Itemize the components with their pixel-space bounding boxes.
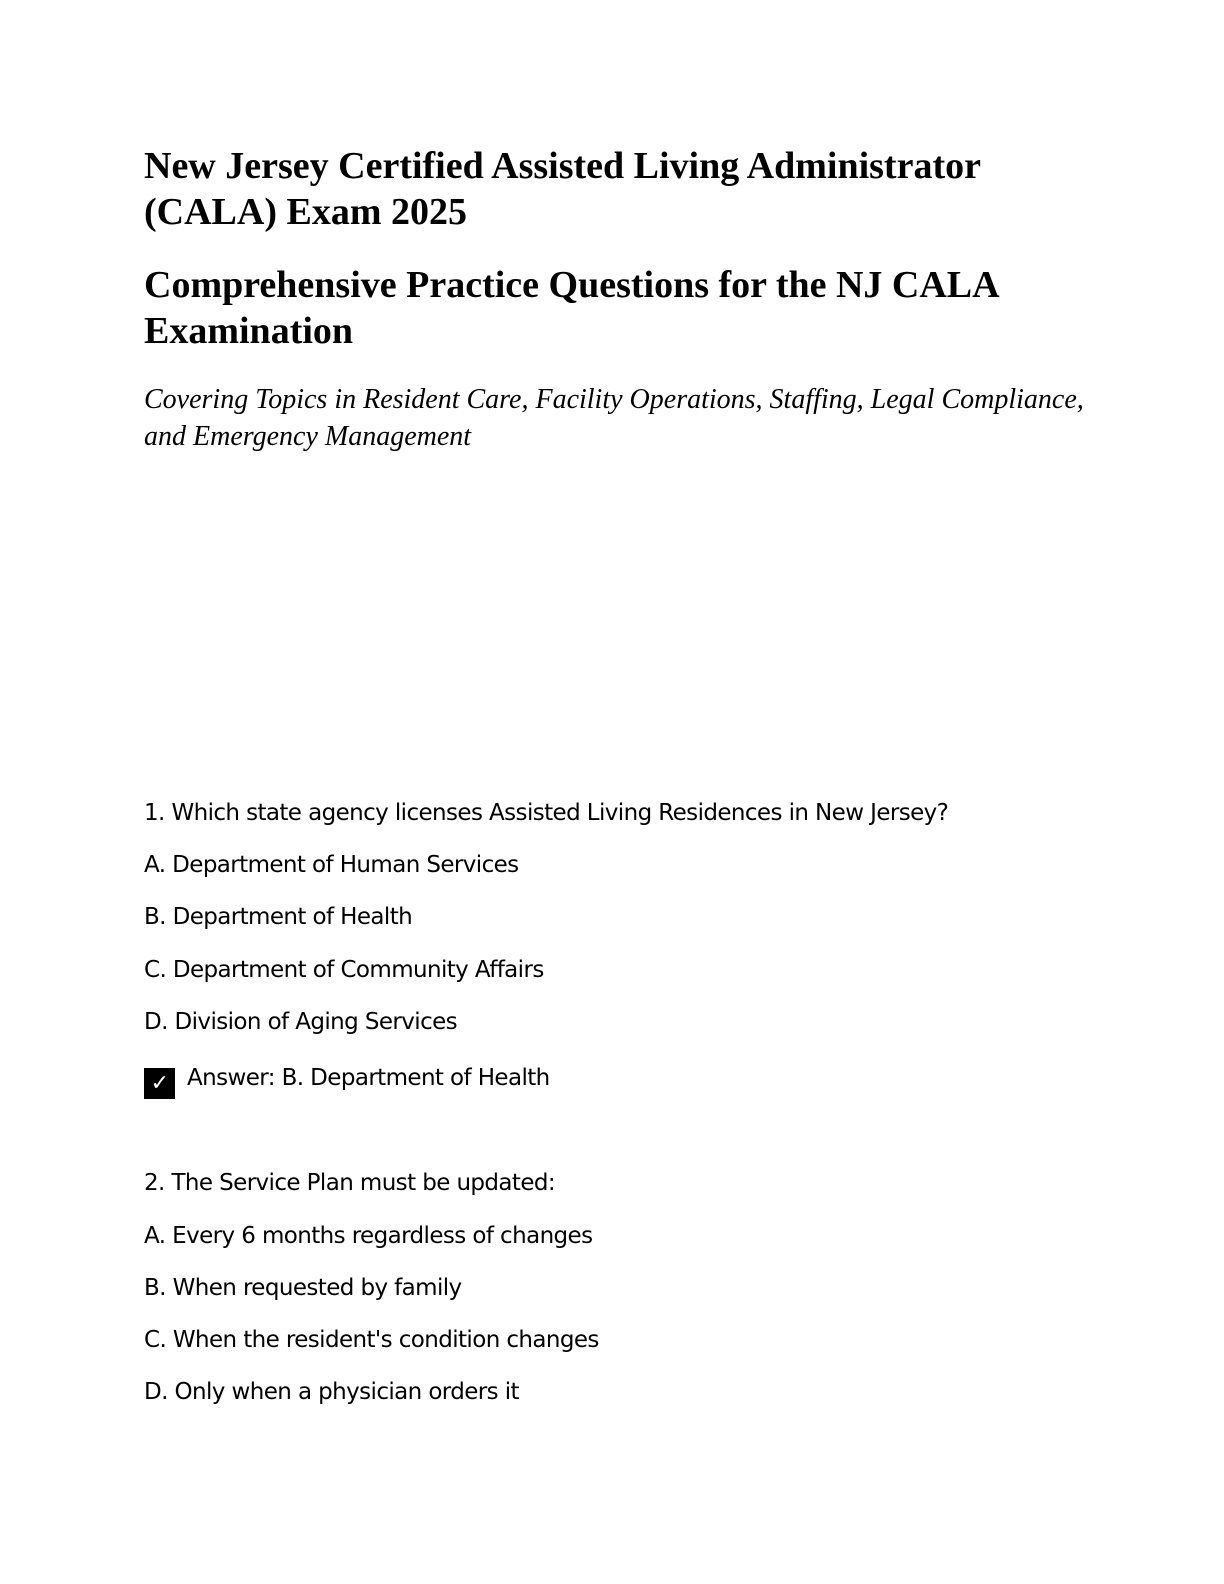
document-subtitle: Comprehensive Practice Questions for the NJ CALA Examination <box>144 264 998 352</box>
question-1: 1. Which state agency licenses Assisted Living Residences in New Jersey? <box>144 800 949 826</box>
answer-text: Answer: B. Department of Health <box>187 1065 550 1091</box>
question-2-option-d: D. Only when a physician orders it <box>144 1379 519 1405</box>
question-2-option-a: A. Every 6 months regardless of changes <box>144 1223 593 1249</box>
question-2-option-b: B. When requested by family <box>144 1275 462 1301</box>
question-1-option-d: D. Division of Aging Services <box>144 1009 458 1035</box>
check-mark-icon: ✓ <box>144 1068 175 1099</box>
document-title: New Jersey Certified Assisted Living Administrator (CALA) Exam 2025 <box>144 145 981 233</box>
question-2: 2. The Service Plan must be updated: <box>144 1170 556 1196</box>
document-tagline: Covering Topics in Resident Care, Facility Operations, Staffing, Legal Compliance, and Emergency Management <box>144 384 1084 452</box>
question-1-answer <box>144 1063 550 1099</box>
question-1-option-a: A. Department of Human Services <box>144 852 519 878</box>
question-2-option-c: C. When the resident's condition changes <box>144 1327 599 1353</box>
question-1-option-c: C. Department of Community Affairs <box>144 957 544 983</box>
question-1-option-b: B. Department of Health <box>144 904 413 930</box>
